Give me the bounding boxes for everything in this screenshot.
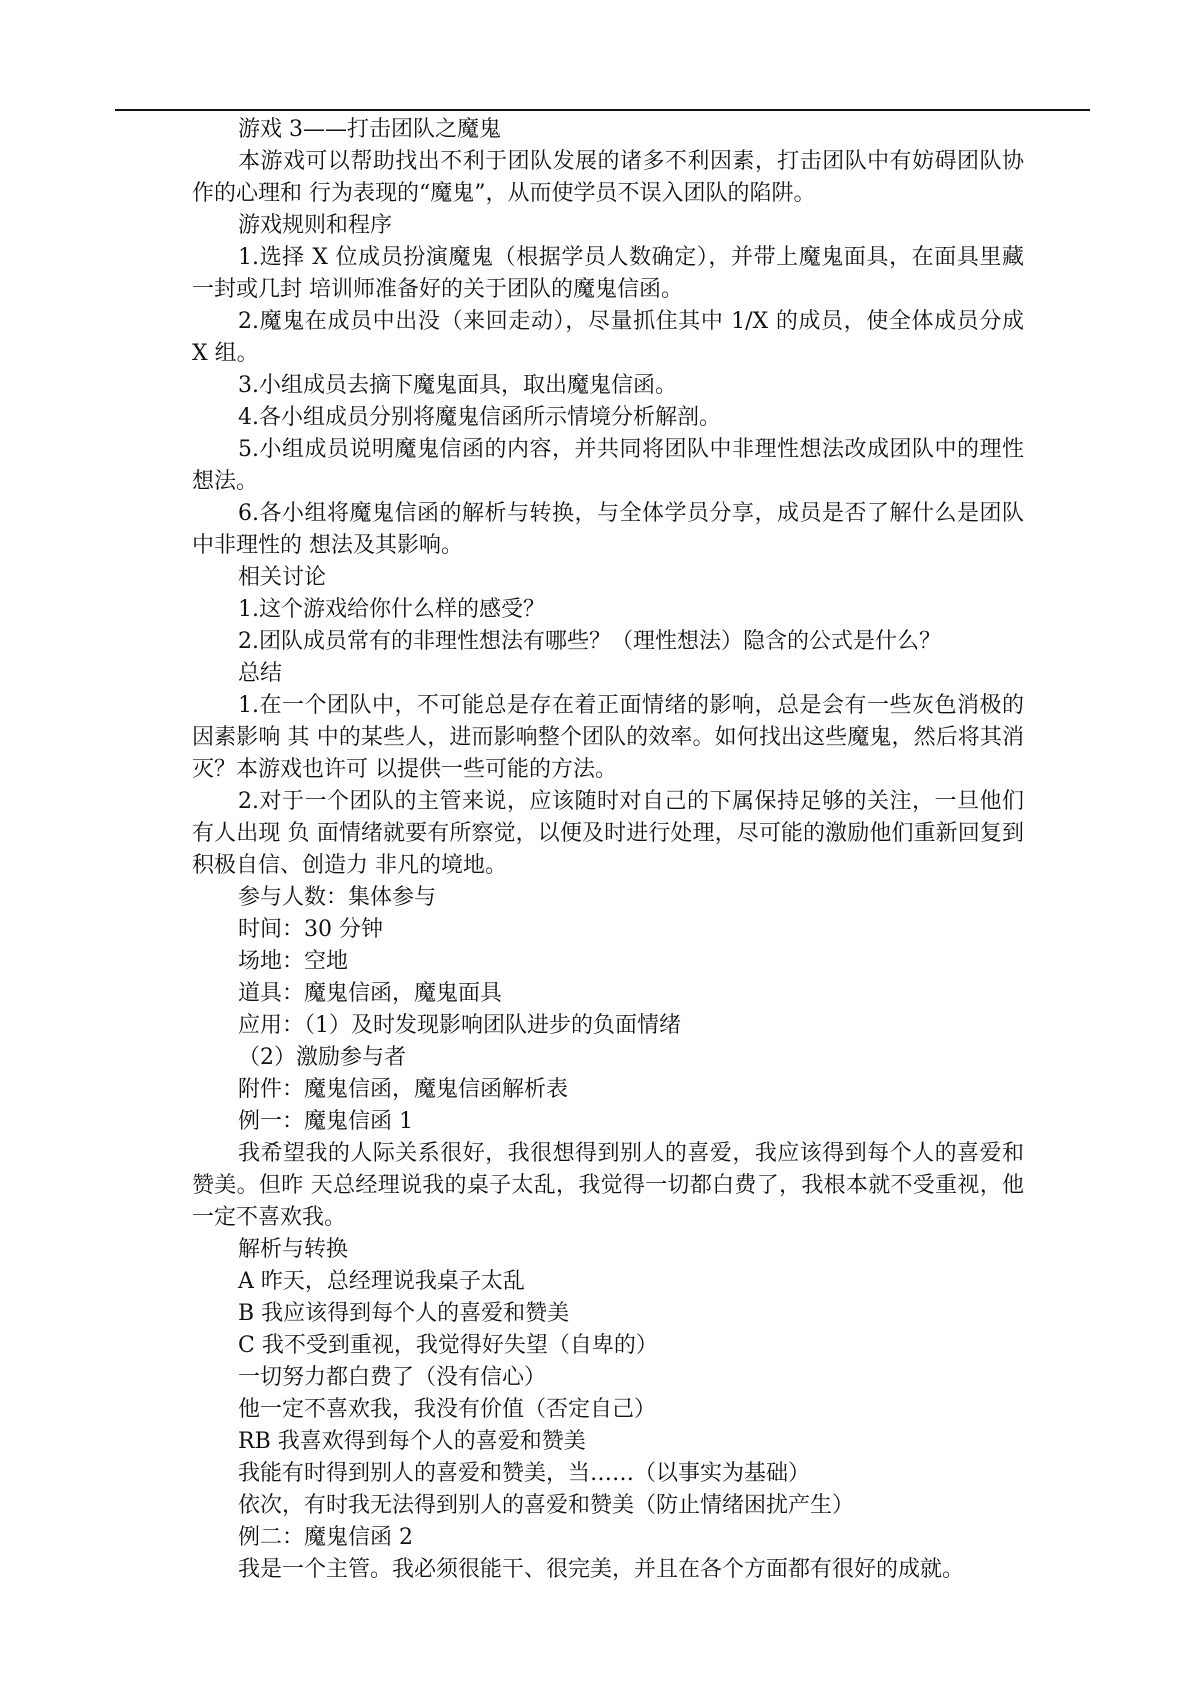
analysis-item-c: C 我不受到重视，我觉得好失望（自卑的） [238,1333,658,1358]
time-line: 时间：30 分钟 [238,917,383,942]
analysis-item-rb3: 依次，有时我无法得到别人的喜爱和赞美（防止情绪困扰产生） [238,1493,855,1518]
rule-item-5: 5.小组成员说明魔鬼信函的内容，并共同将团队中非理性想法改成团队中的理性想法。 [192,437,1024,494]
analysis-item-c2: 一切努力都白费了（没有信心） [238,1365,547,1390]
summary-item-2: 2.对于一个团队的主管来说，应该随时对自己的下属保持足够的关注，一旦他们有人出现 负 面情绪就要有所察觉，以便及时进行处理，尽可能的激励他们重新回复到积极自信、创造力 非凡的境地。 [192,789,1024,878]
rules-heading: 游戏规则和程序 [238,213,393,238]
rule-item-2: 2.魔鬼在成员中出没（来回走动），尽量抓住其中 1/X 的成员，使全体成员分成 X 组。 [192,309,1024,366]
example-1-heading: 例一：魔鬼信函 1 [238,1109,413,1134]
props-line: 道具：魔鬼信函，魔鬼面具 [238,981,503,1006]
example-1-letter: 我希望我的人际关系很好，我很想得到别人的喜爱，我应该得到每个人的喜爱和赞美。但昨 天总经理说我的桌子太乱，我觉得一切都白费了，我根本就不受重视，他一定不喜欢我。 [192,1141,1024,1230]
summary-heading: 总结 [238,661,283,686]
analysis-item-rb: RB 我喜欢得到每个人的喜爱和赞美 [238,1429,586,1454]
analysis-item-a: A 昨天，总经理说我桌子太乱 [238,1269,525,1294]
attachment-line: 附件：魔鬼信函，魔鬼信函解析表 [238,1077,569,1102]
participants-line: 参与人数：集体参与 [238,885,437,910]
discussion-item-1: 1.这个游戏给你什么样的感受？ [238,597,545,622]
intro-paragraph: 本游戏可以帮助找出不利于团队发展的诸多不利因素，打击团队中有妨碍团队协作的心理和 行为表现的“魔鬼”，从而使学员不误入团队的陷阱。 [192,149,1024,206]
section-title: 游戏 3——打击团队之魔鬼 [238,117,501,142]
example-2-letter: 我是一个主管。我必须很能干、很完美，并且在各个方面都有很好的成就。 [238,1557,965,1582]
example-2-heading: 例二：魔鬼信函 2 [238,1525,413,1550]
venue-line: 场地：空地 [238,949,349,974]
discussion-heading: 相关讨论 [238,565,327,590]
application-line-2: （2）激励参与者 [238,1045,406,1070]
rule-item-6: 6.各小组将魔鬼信函的解析与转换，与全体学员分享，成员是否了解什么是团队中非理性的 想法及其影响。 [192,501,1024,558]
rule-item-1: 1.选择 X 位成员扮演魔鬼（根据学员人数确定），并带上魔鬼面具，在面具里藏一封或几封 培训师准备好的关于团队的魔鬼信函。 [192,245,1024,302]
rule-item-3: 3.小组成员去摘下魔鬼面具，取出魔鬼信函。 [238,373,677,398]
summary-item-1: 1.在一个团队中，不可能总是存在着正面情绪的影响，总是会有一些灰色消极的因素影响 其 中的某些人，进而影响整个团队的效率。如何找出这些魔鬼，然后将其消灭？本游戏也许可 以提供一些可能的方法。 [192,693,1024,782]
rule-item-4: 4.各小组成员分别将魔鬼信函所示情境分析解剖。 [238,405,721,430]
analysis-item-c3: 他一定不喜欢我，我没有价值（否定自己） [238,1397,657,1422]
header-rule [115,109,1090,111]
application-line-1: 应用：（1）及时发现影响团队进步的负面情绪 [238,1013,681,1038]
analysis-heading: 解析与转换 [238,1237,349,1262]
document-body [192,114,1024,1586]
discussion-item-2: 2.团队成员常有的非理性想法有哪些？（理性想法）隐含的公式是什么？ [238,629,941,654]
analysis-item-b: B 我应该得到每个人的喜爱和赞美 [238,1301,570,1326]
analysis-item-rb2: 我能有时得到别人的喜爱和赞美，当……（以事实为基础） [238,1461,811,1486]
